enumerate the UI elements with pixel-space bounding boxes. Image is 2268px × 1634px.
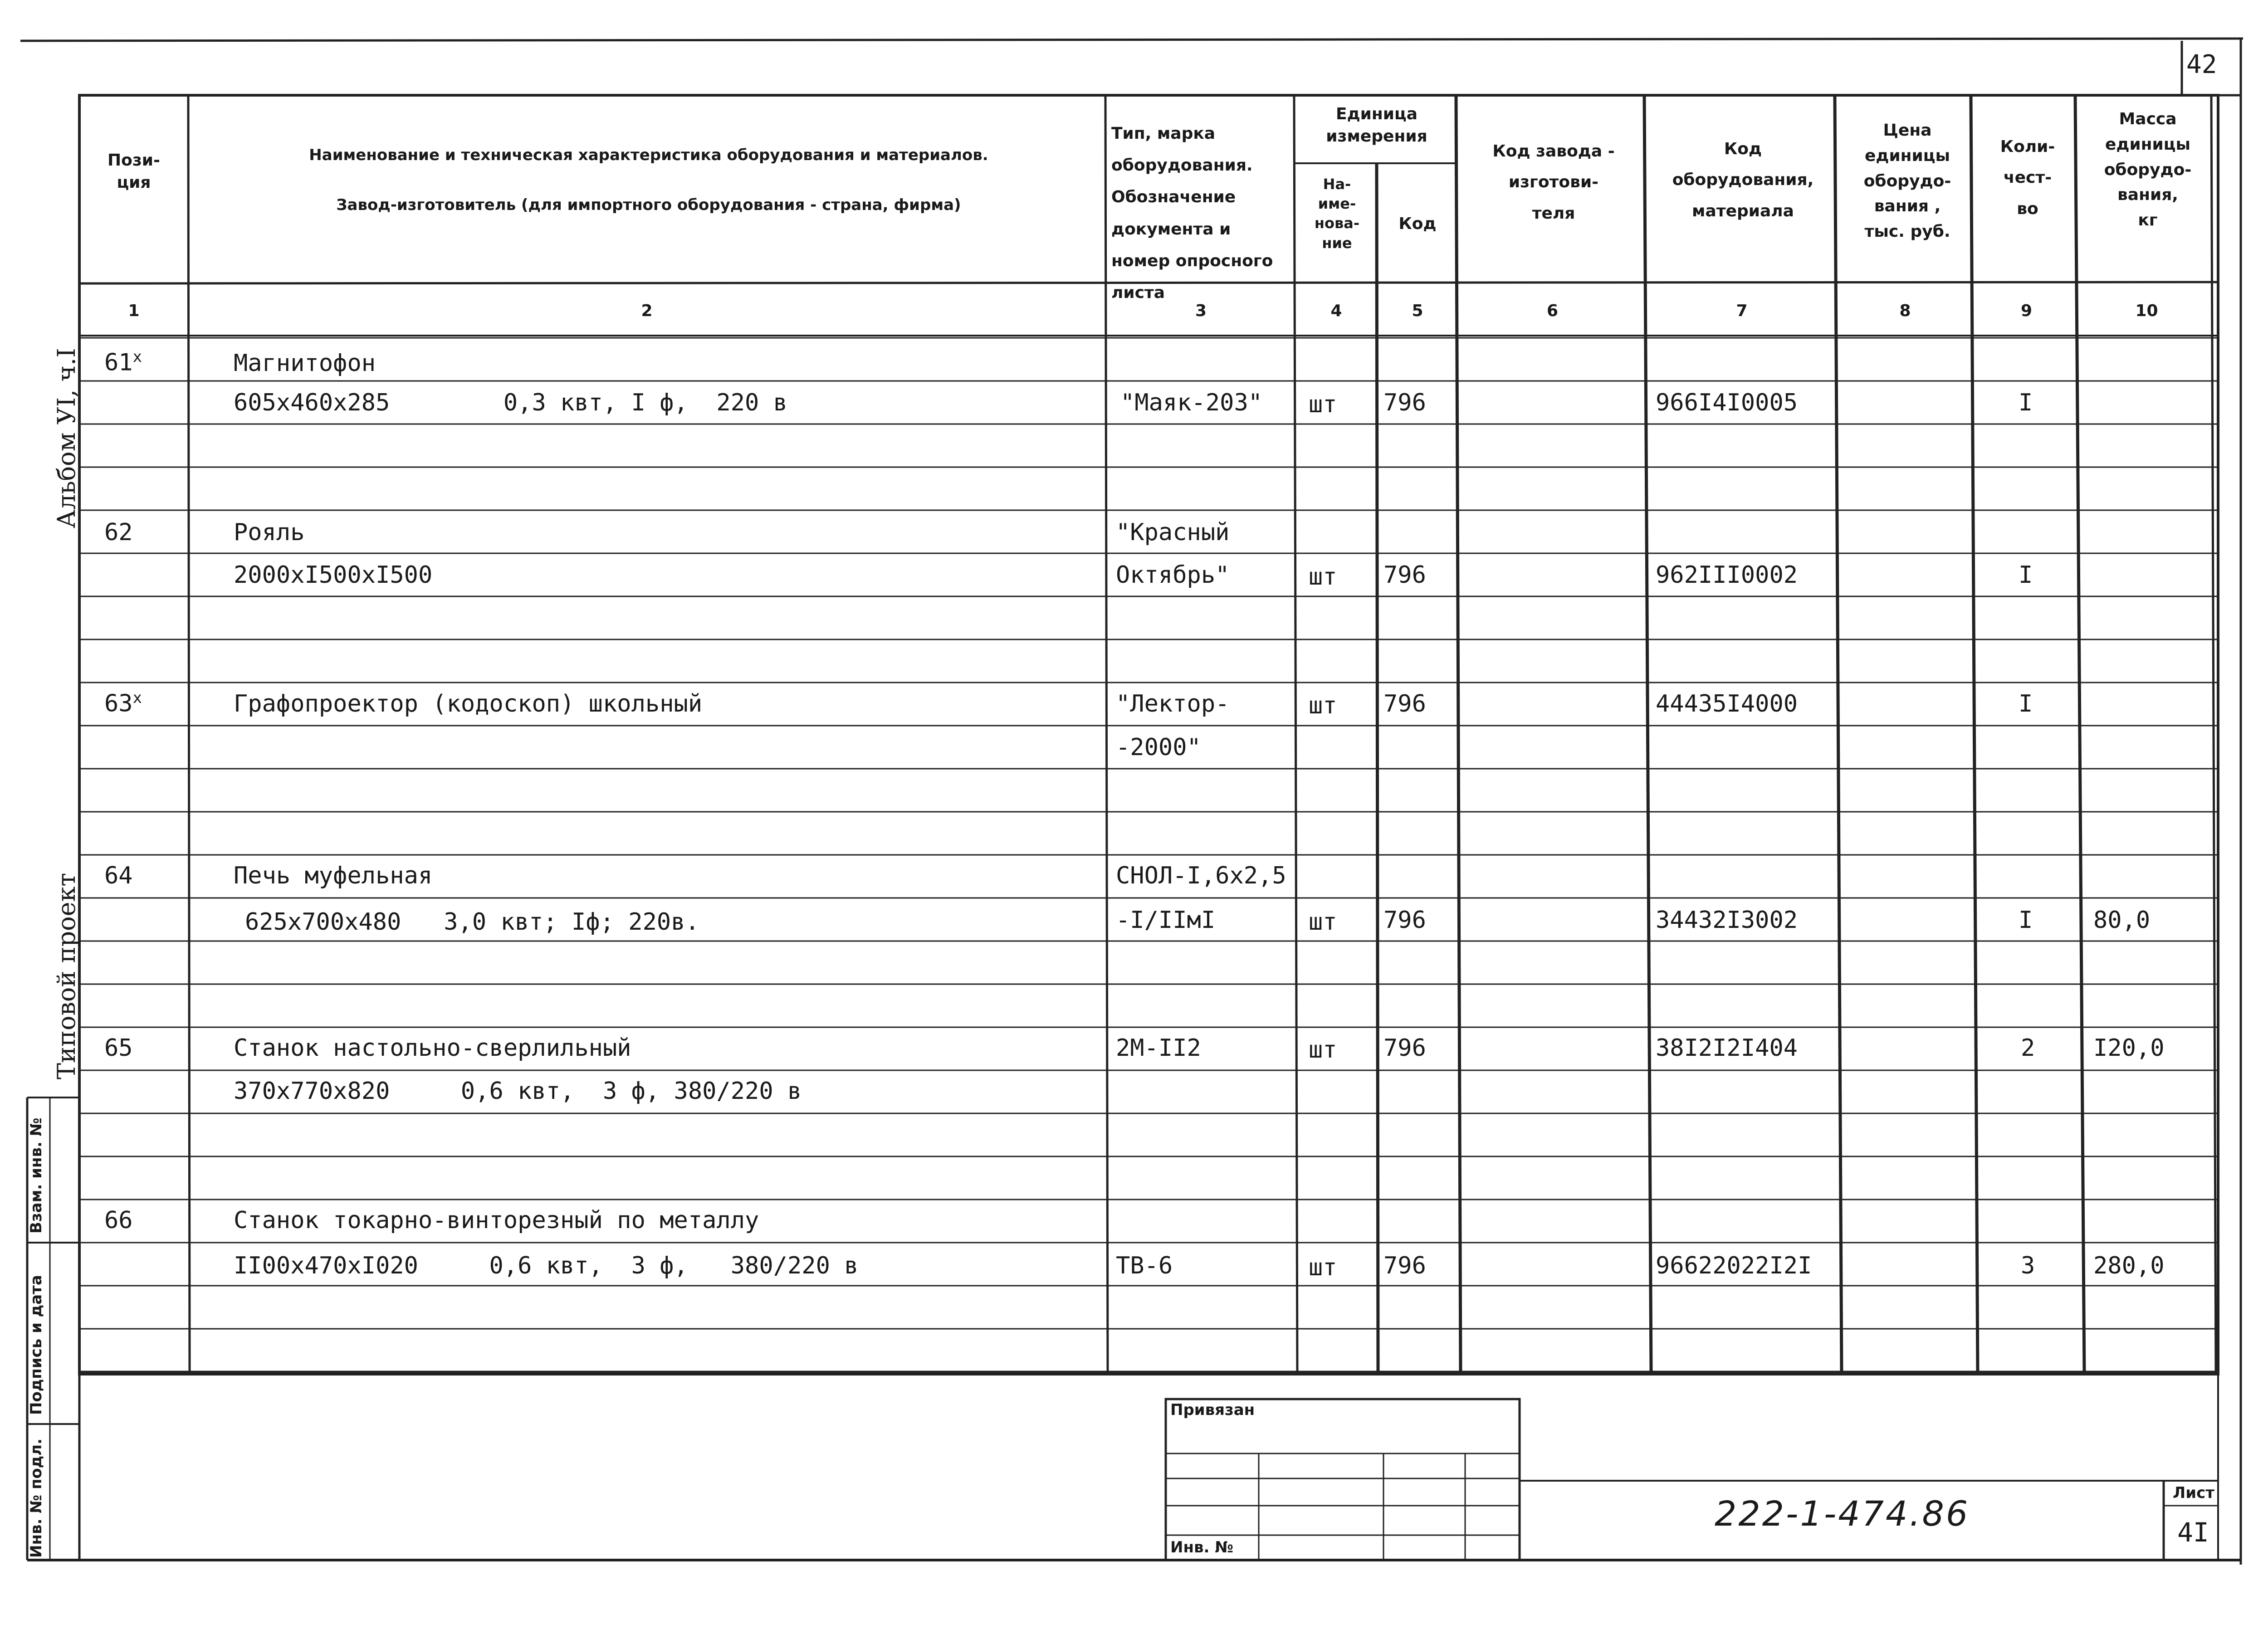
column-number: 1: [128, 302, 140, 320]
column-number: 8: [1899, 302, 1911, 320]
row-unit: шт: [1309, 563, 1337, 590]
row-quantity: I: [2019, 389, 2033, 416]
column-number: 4: [1330, 302, 1342, 320]
header-name-line2: Завод-изготовитель (для импортного оборудования - страна, фирма): [336, 196, 961, 214]
row-equipment-code: 38I2I2I404: [1656, 1034, 1798, 1062]
stamp-privyazan: Привязан: [1170, 1401, 1255, 1419]
document-number: 222-1-474.86: [1715, 1493, 1970, 1534]
row-name: Графопроектор (кодоскоп) школьный: [234, 690, 703, 717]
header-unit-name: На- име- нова- ние: [1314, 176, 1360, 252]
header-price: Цена единицы оборудо- вания , тыс. руб.: [1863, 121, 1951, 241]
row-mass: 280,0: [2093, 1252, 2165, 1279]
row-name: Станок токарно-винторезный по металлу: [234, 1207, 759, 1234]
column-number: 5: [1412, 302, 1423, 320]
row-position: 66: [104, 1207, 133, 1234]
column-number: 6: [1546, 302, 1559, 320]
column-number: 7: [1736, 302, 1748, 320]
row-name: Рояль: [234, 519, 305, 546]
row-unit-code: 796: [1383, 1252, 1426, 1279]
header-name-line1: Наименование и техническая характеристика оборудования и материалов.: [309, 146, 988, 164]
inv-podl-caption: Инв. № подл.: [27, 1438, 45, 1558]
row-name: Печь муфельная: [234, 862, 433, 889]
album-caption: Альбом УI, ч.I: [52, 348, 81, 528]
row-specs: 625x700x480 3,0 квт; Iф; 220в.: [245, 908, 699, 936]
row-position: 62: [104, 519, 133, 546]
row-type: СНОЛ-I,6x2,5: [1116, 862, 1286, 889]
row-name: Магнитофон: [234, 350, 376, 377]
row-unit: шт: [1309, 1036, 1337, 1063]
row-quantity: I: [2019, 907, 2033, 934]
row-unit-code: 796: [1383, 561, 1426, 589]
row-unit: шт: [1309, 391, 1337, 418]
row-unit-code: 796: [1383, 907, 1426, 934]
row-specs: 2000xI500xI500: [234, 561, 433, 589]
row-type: -I/IIмI: [1116, 907, 1216, 934]
header-factory-code: Код завода - изготови- теля: [1492, 142, 1615, 223]
row-unit-code: 796: [1383, 690, 1426, 717]
row-quantity: 2: [2021, 1034, 2035, 1062]
signature-date-caption: Подпись и дата: [27, 1275, 45, 1415]
row-equipment-code: 962III0002: [1656, 561, 1798, 589]
row-mass: 80,0: [2093, 907, 2151, 934]
header-position: Пози- ция: [108, 151, 160, 192]
row-equipment-code: 96622022I2I: [1656, 1252, 1812, 1279]
row-type: -2000": [1116, 734, 1201, 761]
row-unit: шт: [1309, 908, 1337, 936]
row-mass: I20,0: [2093, 1034, 2165, 1062]
row-type: "Лектор-: [1116, 690, 1230, 717]
row-equipment-code: 34432I3002: [1656, 907, 1798, 934]
header-unit: Единица измерения: [1326, 105, 1427, 146]
row-unit-code: 796: [1383, 389, 1426, 416]
row-quantity: I: [2019, 690, 2033, 717]
row-name: Станок настольно-сверлильный: [234, 1034, 631, 1062]
header-quantity: Коли- чест- во: [2000, 137, 2055, 218]
project-caption: Типовой проект: [52, 873, 81, 1079]
row-quantity: 3: [2021, 1252, 2035, 1279]
row-type: "Красный: [1116, 519, 1230, 546]
sheet-label: Лист: [2173, 1484, 2214, 1502]
column-number: 10: [2135, 302, 2158, 320]
row-unit: шт: [1309, 1254, 1337, 1281]
stamp-inv-no: Инв. №: [1170, 1538, 1234, 1556]
column-number: 2: [641, 302, 653, 320]
row-position: 61$^x$: [104, 348, 142, 376]
row-type: 2М-II2: [1116, 1034, 1201, 1062]
header-mass: Масса единицы оборудо- вания, кг: [2104, 110, 2192, 230]
header-type: Тип, марка оборудования. Обозначение документа и номер опросного листа: [1111, 124, 1273, 302]
row-specs: II00x470xI020 0,6 квт, 3 ф, 380/220 в: [234, 1252, 859, 1279]
row-specs: 605x460x285 0,3 квт, I ф, 220 в: [234, 389, 787, 416]
row-type: "Маяк-203": [1120, 389, 1263, 416]
header-equipment-code: Код оборудования, материала: [1672, 140, 1814, 220]
page-number: 42: [2186, 50, 2217, 79]
row-quantity: I: [2019, 561, 2033, 589]
column-number: 9: [2020, 302, 2033, 320]
header-unit-code: Код: [1398, 215, 1437, 233]
row-position: 64: [104, 862, 133, 889]
row-specs: 370x770x820 0,6 квт, 3 ф, 380/220 в: [234, 1078, 802, 1105]
row-type: Октябрь": [1116, 561, 1230, 589]
column-number: 3: [1195, 302, 1207, 320]
row-position: 63$^x$: [104, 689, 142, 717]
vzam-inv-caption: Взам. инв. №: [27, 1117, 45, 1234]
row-position: 65: [104, 1034, 133, 1062]
row-equipment-code: 44435I4000: [1656, 690, 1798, 717]
row-equipment-code: 966I4I0005: [1656, 389, 1798, 416]
row-type: ТВ-6: [1116, 1252, 1173, 1279]
row-unit-code: 796: [1383, 1034, 1426, 1062]
sheet-number: 4I: [2177, 1517, 2209, 1548]
row-unit: шт: [1309, 692, 1337, 719]
